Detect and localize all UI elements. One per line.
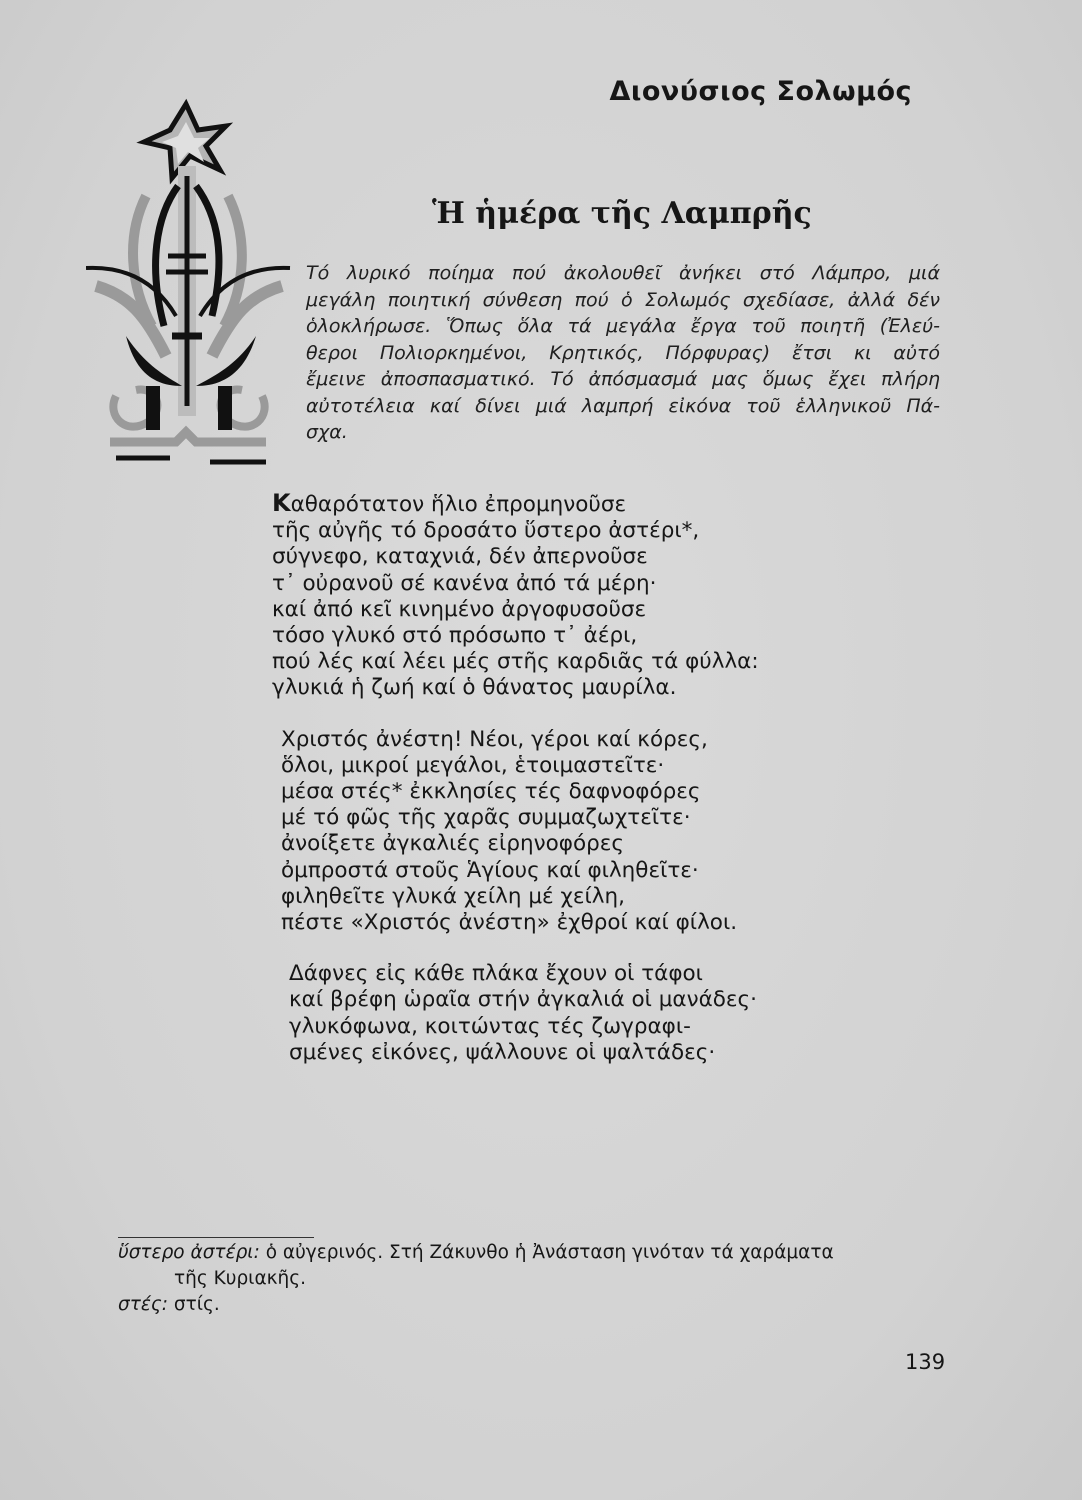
ornamental-lily-icon	[86, 86, 296, 476]
footnote-text: τῆς Κυριακῆς.	[174, 1268, 307, 1289]
poem-line: μέ τό φῶς τῆς χαρᾶς συμμαζωχτεῖτε·	[281, 805, 691, 831]
footnote	[118, 1240, 948, 1292]
page-number: 139	[905, 1350, 946, 1374]
poem-line: τ᾽ οὐρανοῦ σέ κανένα ἀπό τά μέρη·	[272, 570, 657, 596]
footnote-text: στίς.	[167, 1294, 220, 1315]
poem-line: σύγνεφο, καταχνιά, δέν ἀπερνοῦσε	[272, 544, 648, 570]
poem-line: καί βρέφη ὡραῖα στήν ἀγκαλιά οἱ μανάδες·	[289, 987, 758, 1013]
author-name: Διονύσιος Σολωμός	[609, 76, 912, 107]
intro-line: ὁλοκλήρωσε. Ὅπως ὅλα τά μεγάλα ἔργα τοῦ ποιητῆ (Ἐλεύ-	[306, 315, 940, 337]
poem-line: ὀμπροστά στοῦς Ἁγίους καί φιληθεῖτε·	[281, 857, 699, 883]
intro-line: θεροι Πολιορκημένοι, Κρητικός, Πόρφυρας) ἔτσι κι αὐτό	[306, 341, 940, 364]
intro-line: σχα.	[306, 421, 348, 443]
intro-line: Τό λυρικό ποίημα πού ἀκολουθεῖ ἀνήκει στό Λάμπρο, μιά	[306, 262, 940, 284]
poem-line: Χριστός ἀνέστη! Νέοι, γέροι καί κόρες,	[281, 726, 708, 752]
poem-line: φιληθεῖτε γλυκά χείλη μέ χείλη,	[281, 883, 625, 909]
stanza-2	[281, 727, 759, 937]
poem-line: γλυκιά ἡ ζωή καί ὁ θάνατος μαυρίλα.	[272, 675, 677, 701]
intro-line: μεγάλη ποιητική σύνθεση πού ὁ Σολωμός σχεδίασε, ἀλλά δέν	[306, 288, 940, 311]
intro-paragraph	[306, 260, 940, 446]
poem-line: αθαρότατον ἥλιο ἐπρομηνοῦσε	[290, 492, 627, 517]
intro-line: ἔμεινε ἀποσπασματικό. Τό ἀπόσμασμά μας ὅμως ἔχει πλήρη	[306, 368, 940, 390]
poem-title: Ἡ ἡμέρα τῆς Λαμπρῆς	[432, 196, 812, 231]
poem-line: ὅλοι, μικροί μεγάλοι, ἑτοιμαστεῖτε·	[281, 752, 665, 778]
footnote-term: στές:	[118, 1294, 168, 1315]
poem-line: τῆς αὐγῆς τό δροσάτο ὕστερο ἀστέρι*,	[272, 518, 700, 544]
intro-line: αὐτοτέλεια καί δίνει μιά λαμπρή εἰκόνα τοῦ ἑλληνικοῦ Πά-	[306, 394, 940, 417]
poem-line: πού λές καί λέει μές στῆς καρδιᾶς τά φύλλα:	[272, 649, 759, 675]
poem-line: πέστε «Χριστός ἀνέστη» ἐχθροί καί φίλοι.	[281, 910, 738, 936]
poem-line: τόσο γλυκό στό πρόσωπο τ᾽ ἀέρι,	[272, 623, 638, 649]
stanza-1	[272, 490, 759, 702]
poem-first-line	[272, 490, 759, 518]
poem-line: καί ἀπό κεῖ κινημένο ἀργοφυσοῦσε	[272, 596, 647, 622]
poem-line: ἀνοίξετε ἀγκαλιές εἰρηνοφόρες	[281, 831, 624, 857]
poem-line: σμένες εἰκόνες, ψάλλουνε οἱ ψαλτάδες·	[289, 1039, 716, 1065]
footnote-term: ὕστερο ἀστέρι:	[118, 1242, 260, 1263]
footnote-text: ὁ αὐγερινός. Στή Ζάκυνθο ἡ Ἀνάσταση γινόταν τά χαράματα	[259, 1242, 834, 1263]
stanza-3	[289, 961, 759, 1066]
poem-line: μέσα στές* ἐκκλησίες τές δαφνοφόρες	[281, 779, 701, 805]
footnote	[118, 1292, 948, 1318]
poem-line: γλυκόφωνα, κοιτώντας τές ζωγραφι-	[289, 1013, 691, 1039]
footnote-divider	[118, 1237, 314, 1238]
footnotes	[118, 1240, 948, 1318]
poem-line: Δάφνες εἰς κάθε πλάκα ἔχουν οἱ τάφοι	[289, 961, 703, 987]
drop-cap: Κ	[272, 489, 291, 517]
poem-body	[272, 490, 759, 1091]
